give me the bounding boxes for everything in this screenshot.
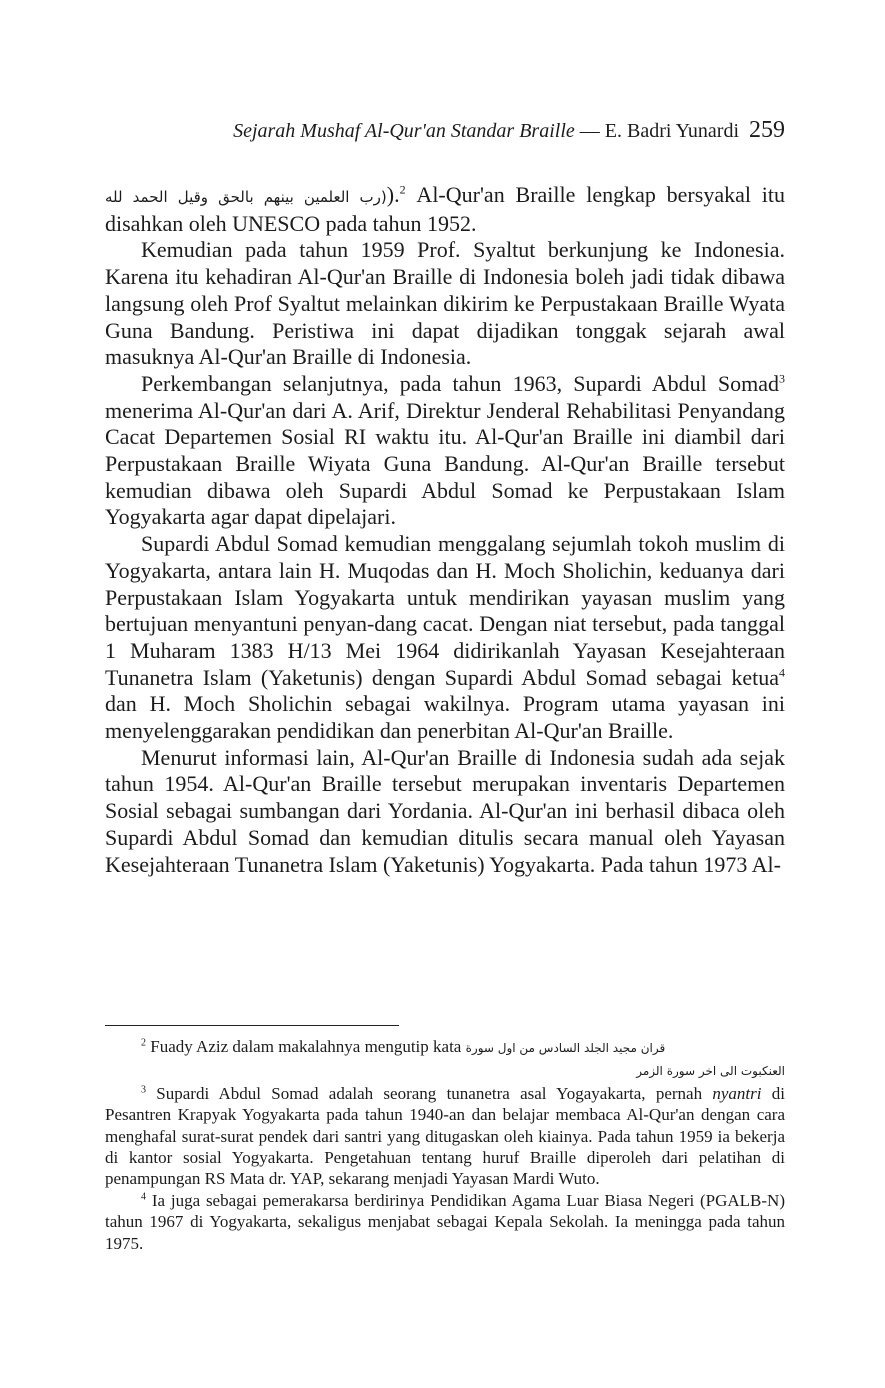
- header-author: E. Badri Yunardi: [604, 120, 739, 142]
- paragraph-4-text-a: Supardi Abdul Somad kemudian menggalang sejumlah tokoh muslim di Yogyakarta, antara lain H. Muqodas dan H. Moch Sholichin, keduanya dari Perpustakaan Islam Yogyakarta untuk mendirikan yayasan muslim yang bertujuan menyantuni penyan-dang cacat. Dengan niat tersebut, pada tanggal 1 Muharam 1383 H/13 Mei 1964 didirikanlah Yayasan Kesejahteraan Tunanetra Islam (Yaketunis) dengan Supardi Abdul Somad sebagai ketua: [105, 531, 785, 690]
- paren-close: ).: [386, 182, 400, 207]
- footnote-ref-2: 2: [399, 182, 406, 197]
- footnote-4-number: 4: [141, 1191, 146, 1203]
- arabic-quote: (رب العلمين بينهم بالحق وقيل الحمد لله: [105, 188, 387, 206]
- paragraph-3-text-a: Perkembangan selanjutnya, pada tahun 1963, Supardi Abdul Somad: [141, 370, 779, 396]
- footnote-2-text: Fuady Aziz dalam makalahnya mengutip kata: [146, 1037, 466, 1056]
- page-number: 259: [749, 117, 785, 143]
- paragraph-4: [105, 531, 785, 745]
- footnote-ref-3: 3: [779, 371, 785, 386]
- footnote-3-italic: nyantri: [712, 1083, 762, 1103]
- footnote-3-number: 3: [141, 1084, 146, 1096]
- footnote-2: [105, 1036, 785, 1059]
- paragraph-2: Kemudian pada tahun 1959 Prof. Syaltut berkunjung ke Indonesia. Karena itu kehadiran Al-Qur'an Braille di Indonesia boleh jadi tidak dibawa langsung oleh Prof Syaltut melainkan dikirim ke Perpustakaan Braille Wyata Guna Bandung. Peristiwa ini dapat dijadikan tonggak sejarah awal masuknya Al-Qur'an Braille di Indonesia.: [105, 237, 785, 370]
- paragraph-3-text-b: menerima Al-Qur'an dari A. Arif, Direktur Jenderal Rehabilitasi Penyandang Cacat Departemen Sosial RI waktu itu. Al-Qur'an Braille ini diambil dari Perpustakaan Braille Wiyata Guna Bandung. Al-Qur'an Braille tersebut kemudian dibawa oleh Supardi Abdul Somad ke Perpustakaan Islam Yogyakarta agar dapat dipelajari.: [105, 397, 785, 530]
- footnote-2-arabic-2: العنكبوت الى اخر سورة الزمر: [636, 1064, 785, 1079]
- running-title: Sejarah Mushaf Al-Qur'an Standar Braille: [233, 120, 575, 142]
- paragraph-1: [105, 182, 785, 237]
- main-text: [105, 182, 785, 878]
- running-header: [105, 116, 785, 145]
- paragraph-3: [105, 371, 785, 531]
- footnote-3-text-b: di Pesantren Krapyak Yogyakarta pada tahun 1940-an dan belajar membaca Al-Qur'an dengan cara menghafal surat-surat pendek dari santri yang ditugaskan oleh kiainya. Pada tahun 1959 ia bekerja di kantor sosial Yogyakarta. Pengetahuan tentang huruf Braille diperoleh dari pelatihan di penampungan RS Mata dr. YAP, sekarang menjadi Yayasan Mardi Wuto.: [105, 1083, 785, 1189]
- paragraph-4-text-b: dan H. Moch Sholichin sebagai wakilnya. Program utama yayasan ini menyelenggarakan pendidikan dan penerbitan Al-Qur'an Braille.: [105, 691, 785, 744]
- footnote-2-number: 2: [141, 1037, 146, 1049]
- footnote-2-continued: [105, 1059, 785, 1082]
- header-separator: —: [574, 120, 605, 142]
- footnote-4: [105, 1190, 785, 1254]
- footnotes: [105, 1036, 785, 1254]
- footnote-ref-4: 4: [779, 665, 785, 680]
- footnote-4-text: Ia juga sebagai pemerakarsa berdirinya Pendidikan Agama Luar Biasa Negeri (PGALB-N) tahun 1967 di Yogyakarta, sekaligus menjabat sebagai Kepala Sekolah. Ia meningga pada tahun 1975.: [105, 1190, 785, 1253]
- footnote-3: [105, 1083, 785, 1190]
- footnote-divider: [105, 1025, 399, 1026]
- footnote-2-arabic-1: قران مجيد الجلد السادس من اول سورة: [465, 1041, 666, 1055]
- paragraph-1-text: Al-Qur'an Braille lengkap bersyakal itu disahkan oleh UNESCO pada tahun 1952.: [105, 182, 786, 236]
- paragraph-5: Menurut informasi lain, Al-Qur'an Braille di Indonesia sudah ada sejak tahun 1954. Al-Qur'an Braille tersebut merupakan inventaris Departemen Sosial sebagai sumbangan dari Yordania. Al-Qur'an ini berhasil dibaca oleh Supardi Abdul Somad dan kemudian ditulis secara manual oleh Yayasan Kesejahteraan Tunanetra Islam (Yaketunis) Yogyakarta. Pada tahun 1973 Al-: [105, 744, 785, 877]
- footnote-3-text-a: Supardi Abdul Somad adalah seorang tunanetra asal Yogayakarta, pernah: [146, 1083, 713, 1103]
